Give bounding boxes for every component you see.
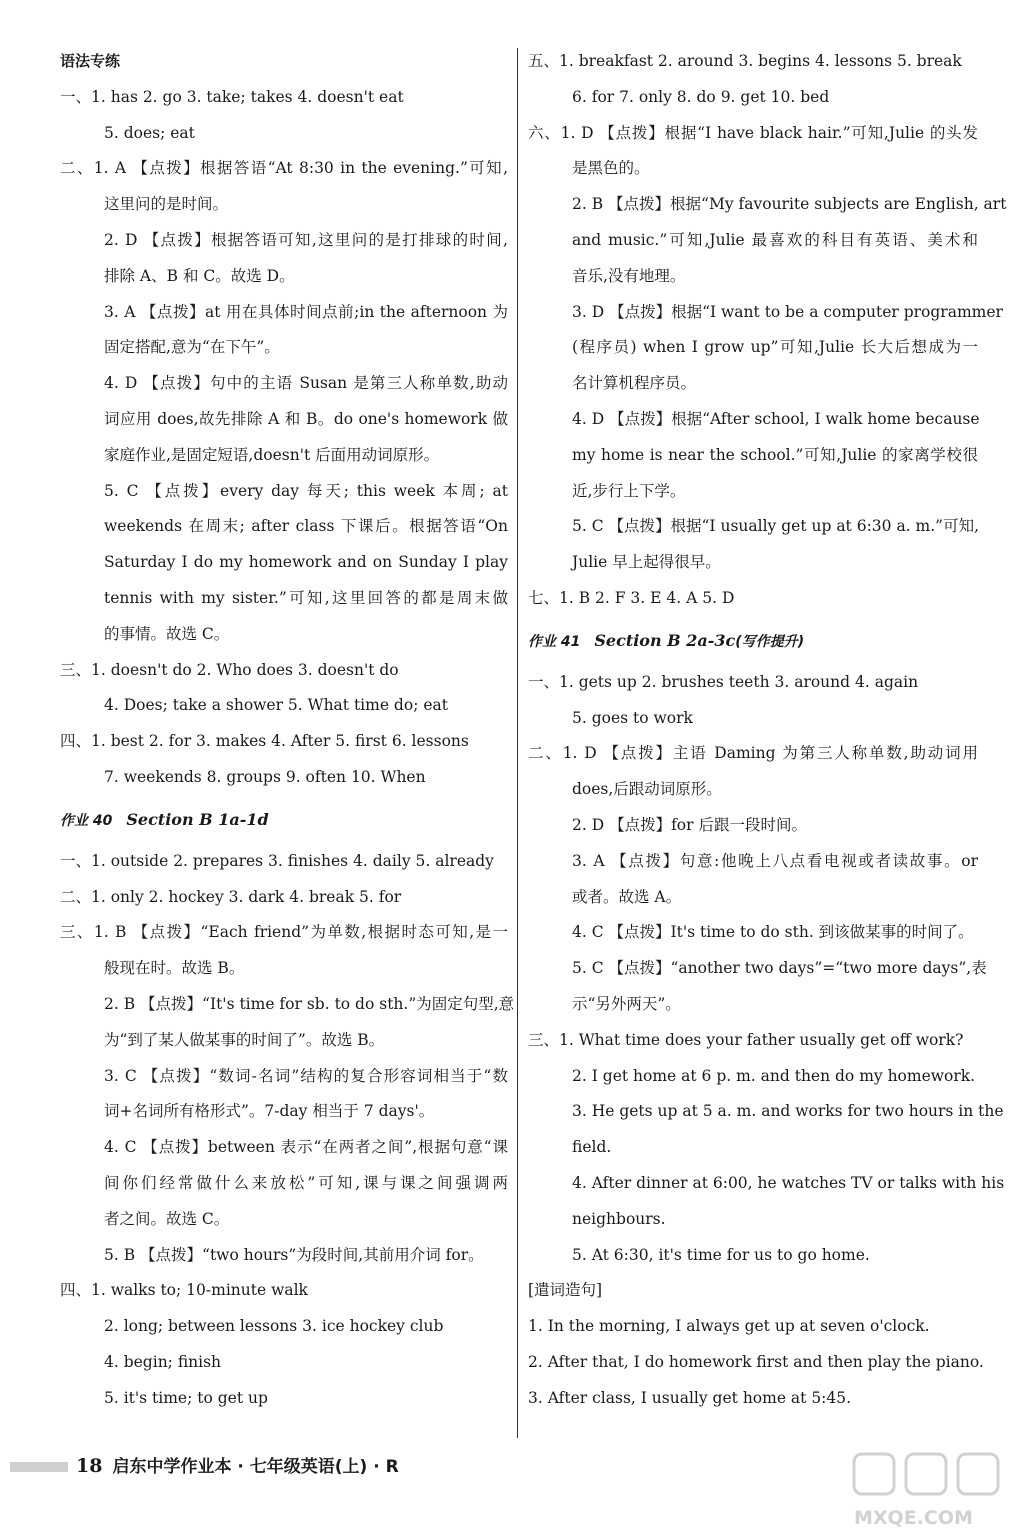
answer-line: (程序员) when I grow up”可知,Julie 长大后想成为一	[572, 338, 978, 357]
answer-line: tennis with my sister.”可知,这里回答的都是周末做	[104, 588, 508, 607]
answer-line: 2. After that, I do homework first and then play the piano.	[528, 1352, 984, 1371]
answer-line: 3. A 【点拨】句意:他晚上八点看电视或者读故事。or	[572, 851, 978, 870]
answer-line: 2. I get home at 6 p. m. and then do my homework.	[572, 1066, 976, 1085]
answer-line: 2. B 【点拨】根据“My favourite subjects are English, art	[572, 195, 1007, 214]
answer-line: 词+名词所有格形式”。7-day 相当于 7 days'。	[104, 1102, 435, 1121]
answer-line: my home is near the school.”可知,Julie 的家离学校很	[572, 445, 978, 464]
answer-line: 3. A 【点拨】at 用在具体时间点前;in the afternoon 为	[104, 302, 508, 321]
answer-line: 排除 A、B 和 C。故选 D。	[104, 266, 295, 285]
answer-line: 固定搭配,意为“在下午”。	[104, 338, 280, 357]
left-column	[60, 44, 515, 1416]
section-title: Section B 1a-1d	[126, 809, 269, 829]
answer-line: 间你们经常做什么来放松”可知,课与课之间强调两	[104, 1173, 508, 1192]
page-number: 18	[76, 1455, 103, 1477]
answer-line: 一、1. gets up 2. brushes teeth 3. around 4. again	[528, 672, 919, 691]
answer-line: 词应用 does,故先排除 A 和 B。do one's homework 做	[104, 409, 508, 428]
answer-line: 5. goes to work	[572, 708, 693, 727]
answer-line: 四、1. best 2. for 3. makes 4. After 5. first 6. lessons	[60, 732, 469, 751]
watermark-text: MXQE.COM	[854, 1507, 973, 1529]
answer-line: 一、1. outside 2. prepares 3. finishes 4. daily 5. already	[60, 851, 494, 870]
answer-line: 示“另外两天”。	[572, 994, 681, 1013]
answer-line: 三、1. doesn't do 2. Who does 3. doesn't do	[60, 660, 399, 679]
answer-line: 3. C 【点拨】“数词-名词”结构的复合形容词相当于“数	[104, 1066, 508, 1085]
answer-line: 3. After class, I usually get home at 5:45.	[528, 1388, 852, 1407]
answer-line: 六、1. D 【点拨】根据“I have black hair.”可知,Julie 的头发	[528, 123, 978, 142]
answer-line: Julie 早上起得很早。	[572, 553, 721, 572]
answer-line: 4. After dinner at 6:00, he watches TV or talks with his	[572, 1173, 1005, 1192]
footer-text	[76, 1448, 399, 1485]
answer-line: 为“到了某人做某事的时间了”。故选 B。	[104, 1030, 385, 1049]
answer-line: Saturday I do my homework and on Sunday I play	[104, 553, 508, 572]
answer-line: and music.”可知,Julie 最喜欢的科目有英语、美术和	[572, 230, 978, 249]
answer-line: 2. B 【点拨】“It's time for sb. to do sth.”为固定句型,意	[104, 994, 515, 1013]
answer-line: 1. In the morning, I always get up at seven o'clock.	[528, 1317, 930, 1336]
answer-line: 的事情。故选 C。	[104, 624, 230, 643]
book-title: 启东中学作业本 · 七年级英语(上) · R	[112, 1457, 399, 1477]
answer-line: 6. for 7. only 8. do 9. get 10. bed	[572, 87, 830, 106]
answer-line: 5. B 【点拨】“two hours”为段时间,其前用介词 for。	[104, 1245, 484, 1264]
answer-line: 5. At 6:30, it's time for us to go home.	[572, 1245, 870, 1264]
answer-line: 四、1. walks to; 10-minute walk	[60, 1281, 308, 1300]
answer-line: 这里问的是时间。	[104, 195, 229, 214]
answer-line: 4. D 【点拨】根据“After school, I walk home because	[572, 409, 980, 428]
answer-line: 是黑色的。	[572, 159, 650, 178]
answer-line: 4. C 【点拨】It's time to do sth. 到该做某事的时间了。	[572, 923, 974, 942]
section-homework-number: 作业 41	[528, 633, 581, 650]
answer-line: 4. Does; take a shower 5. What time do; eat	[104, 696, 448, 715]
answer-line: 或者。故选 A。	[572, 887, 682, 906]
footer-decoration-bar	[10, 1462, 68, 1472]
section-homework-number: 作业 40	[60, 812, 113, 829]
answer-line: 三、1. B 【点拨】“Each friend”为单数,根据时态可知,是一	[60, 923, 508, 942]
answer-line: 三、1. What time does your father usually get off work?	[528, 1030, 964, 1049]
answer-line: 二、1. only 2. hockey 3. dark 4. break 5. for	[60, 887, 402, 906]
section-label: 语法专练	[60, 52, 121, 70]
answer-line: field.	[572, 1138, 612, 1157]
answer-line: 3. D 【点拨】根据“I want to be a computer programmer	[572, 302, 1003, 321]
answer-line: 7. weekends 8. groups 9. often 10. When	[104, 767, 426, 786]
answer-line: 七、1. B 2. F 3. E 4. A 5. D	[528, 588, 735, 607]
answer-line: 4. begin; finish	[104, 1352, 222, 1371]
column-divider	[517, 48, 518, 1438]
answer-line: 音乐,没有地理。	[572, 266, 686, 285]
answer-line: 名计算机程序员。	[572, 374, 697, 393]
right-column	[528, 44, 1007, 1416]
answer-line: 者之间。故选 C。	[104, 1209, 230, 1228]
answer-line: does,后跟动词原形。	[572, 780, 722, 799]
answer-line: neighbours.	[572, 1209, 666, 1228]
answer-line: 般现在时。故选 B。	[104, 959, 245, 978]
answer-line: 3. He gets up at 5 a. m. and works for two hours in the	[572, 1102, 1004, 1121]
answer-line: 5. it's time; to get up	[104, 1388, 268, 1407]
answer-line: 5. C 【点拨】根据“I usually get up at 6:30 a. m.”可知,	[572, 517, 980, 536]
answer-line: 4. C 【点拨】between 表示“在两者之间”,根据句意“课	[104, 1138, 508, 1157]
section-heading	[528, 623, 978, 659]
answer-line: 家庭作业,是固定短语,doesn't 后面用动词原形。	[104, 445, 440, 464]
answer-line: 二、1. D 【点拨】主语 Daming 为第三人称单数,助动词用	[528, 744, 978, 763]
section-subtitle: (写作提升)	[735, 633, 805, 650]
answer-line: 4. D 【点拨】句中的主语 Susan 是第三人称单数,助动	[104, 374, 508, 393]
answer-line: 2. D 【点拨】for 后跟一段时间。	[572, 815, 807, 834]
answer-line: [遣词造句]	[528, 1281, 603, 1300]
answer-line: 5. C 【点拨】“another two days”=“two more days”,表	[572, 959, 987, 978]
watermark-logo	[848, 1448, 1008, 1532]
answer-line: 2. long; between lessons 3. ice hockey club	[104, 1317, 444, 1336]
answer-line: 5. C 【点拨】every day 每天; this week 本周; at	[104, 481, 508, 500]
answer-line: 二、1. A 【点拨】根据答语“At 8:30 in the evening.”可知,	[60, 159, 508, 178]
answer-line: weekends 在周末; after class 下课后。根据答语“On	[104, 517, 508, 536]
section-title: Section B 2a-3c	[594, 630, 736, 650]
answer-line: 一、1. has 2. go 3. take; takes 4. doesn't eat	[60, 87, 404, 106]
section-heading	[60, 802, 508, 838]
answer-line: 五、1. breakfast 2. around 3. begins 4. lessons 5. break	[528, 52, 962, 70]
answer-line: 近,步行上下学。	[572, 481, 686, 500]
answer-line: 2. D 【点拨】根据答语可知,这里问的是打排球的时间,	[104, 230, 508, 249]
answer-line: 5. does; eat	[104, 123, 195, 142]
